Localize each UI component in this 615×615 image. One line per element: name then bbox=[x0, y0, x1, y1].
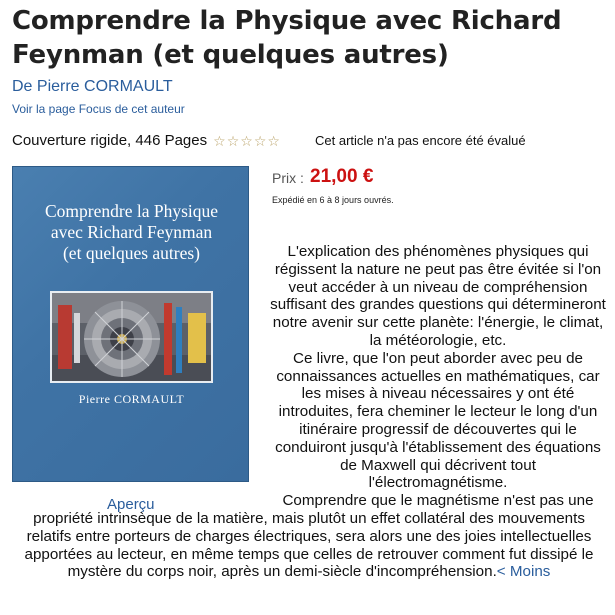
author-focus-link[interactable]: Voir la page Focus de cet auteur bbox=[12, 102, 185, 116]
cover-title-line: (et quelques autres) bbox=[62, 243, 201, 263]
format-line bbox=[12, 132, 281, 149]
cover-title-line: avec Richard Feynman bbox=[50, 222, 213, 242]
description-text: Comprendre que le magnétisme n'est pas une propriété intrinsèque de la matière, mais plutôt un effet collatéral des mouvements relatifs entre porteurs de charges électriques, sera alors une des joies intellectuelles apportées au lecteur, en même temps que celles de retrouver comment fut dissipé le mystère du corps noir, après un demi-siècle d'incompréhension. bbox=[24, 492, 594, 581]
cover-title-line: Comprendre la Physique bbox=[44, 201, 219, 221]
format-text: Couverture rigide, 446 Pages bbox=[12, 132, 208, 149]
cover-author: Pierre CORMAULT bbox=[78, 392, 185, 406]
author-line: De Pierre CORMAULT bbox=[12, 78, 173, 95]
product-description bbox=[12, 243, 606, 581]
product-title: Comprendre la Physique avec Richard Feynman (et quelques autres) bbox=[12, 6, 562, 70]
preview-link[interactable]: Aperçu bbox=[107, 496, 155, 513]
star-outline-icon: ☆ bbox=[267, 132, 280, 149]
star-outline-icon: ☆ bbox=[253, 132, 267, 149]
show-less-link[interactable]: < Moins bbox=[496, 563, 551, 581]
description-paragraph: L'explication des phénomènes physiques qui régissent la nature ne peut pas être évitée si l'on veut accéder à un niveau de compréhension suffisant des grandes questions qui détermineront notre avenir sur cette planète: l'énergie, le climat, la météorologie, etc. bbox=[270, 243, 606, 349]
price-value: 21,00 € bbox=[310, 166, 374, 187]
star-outline-icon: ☆ bbox=[213, 132, 226, 149]
rating-status: Cet article n'a pas encore été évalué bbox=[315, 133, 526, 148]
shipping-info: Expédié en 6 à 8 jours ouvrés. bbox=[272, 195, 394, 205]
description-paragraph: Ce livre, que l'on peut aborder avec peu de connaissances actuelles en mathématiques, car les mises à niveau nécessaires y ont été introduites, fera cheminer le lecteur le long d'un itinéraire progressif de découvertes qui le conduiront jusqu'à l'établissement des équations de Maxwell qui décrivent tout l'électromagnétisme. bbox=[275, 349, 601, 492]
rating-stars bbox=[213, 134, 281, 148]
description-paragraph bbox=[12, 492, 606, 581]
price-label: Prix : bbox=[272, 170, 304, 186]
star-outline-icon: ☆ bbox=[240, 132, 253, 149]
star-outline-icon: ☆ bbox=[226, 132, 240, 149]
